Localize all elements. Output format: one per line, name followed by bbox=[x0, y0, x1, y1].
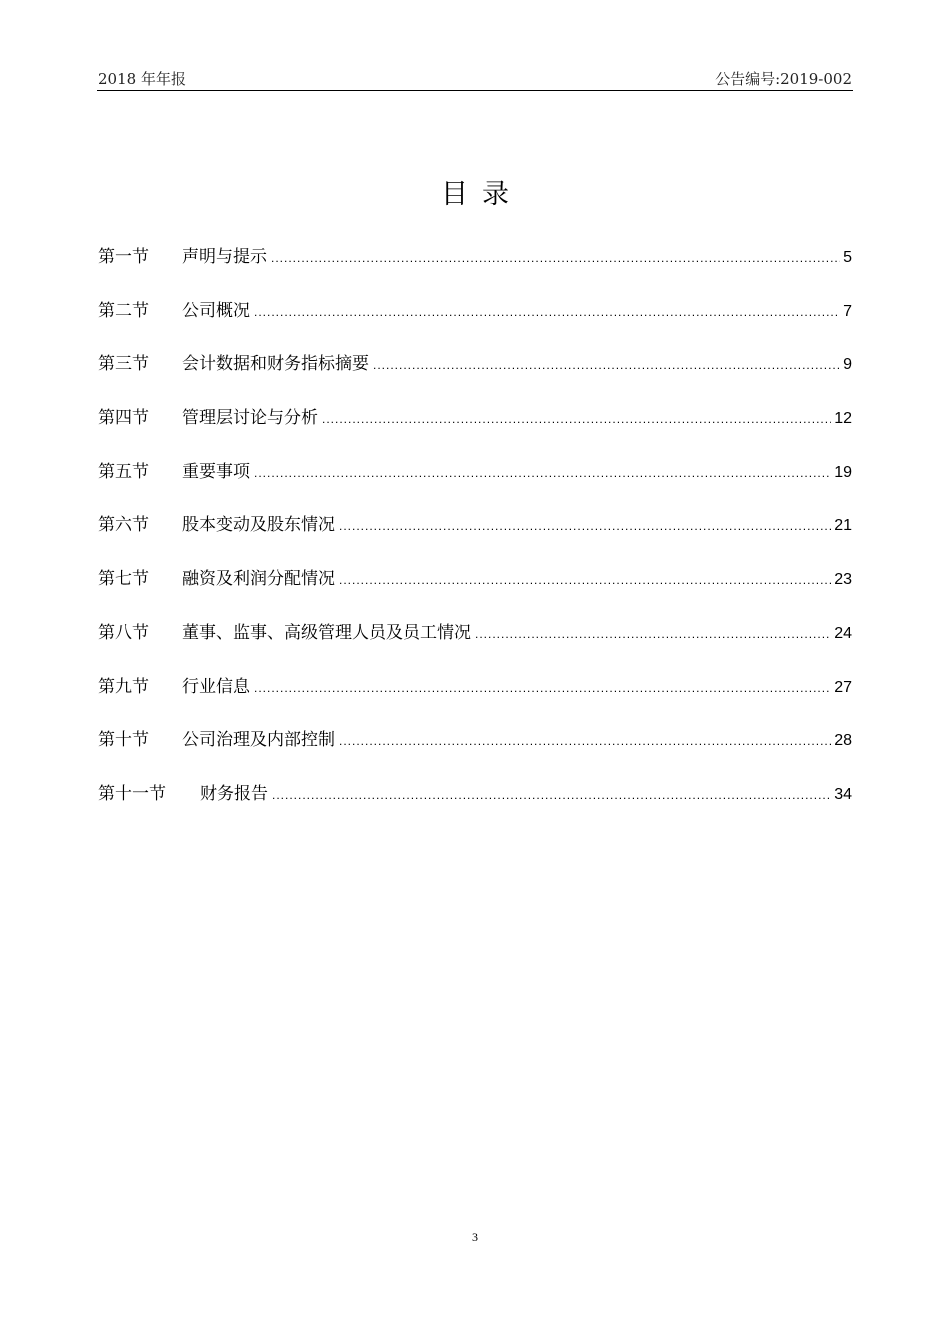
toc-dot-leader bbox=[254, 681, 831, 695]
toc-entry-11[interactable] bbox=[98, 779, 852, 833]
toc-entry-page: 24 bbox=[834, 624, 852, 642]
toc-entry-7[interactable] bbox=[98, 564, 852, 618]
toc-entry-title: 重要事项 bbox=[182, 461, 250, 482]
toc-dot-leader bbox=[254, 305, 840, 319]
toc-title: 目录 bbox=[441, 179, 523, 210]
toc-entry-3[interactable] bbox=[98, 349, 852, 403]
toc-entry-page: 34 bbox=[834, 785, 852, 803]
toc-entry-number: 第九节 bbox=[98, 676, 149, 697]
toc-entry-title: 管理层讨论与分析 bbox=[182, 408, 318, 429]
toc-entry-8[interactable] bbox=[98, 618, 852, 672]
toc-entry-10[interactable] bbox=[98, 725, 852, 779]
toc-entry-page: 27 bbox=[834, 678, 852, 696]
page-header bbox=[97, 66, 853, 91]
toc-entry-page: 28 bbox=[834, 732, 852, 750]
toc-entry-number: 第二节 bbox=[98, 300, 149, 321]
header-report-year: 2018 年年报 bbox=[98, 70, 186, 88]
toc-entry-title: 财务报告 bbox=[200, 783, 268, 804]
toc-entry-number: 第十一节 bbox=[98, 783, 166, 804]
toc-dot-leader bbox=[339, 573, 831, 587]
toc-entry-number: 第四节 bbox=[98, 408, 149, 429]
toc-entry-6[interactable] bbox=[98, 510, 852, 564]
toc-dot-leader bbox=[339, 519, 831, 533]
toc-entry-title: 行业信息 bbox=[182, 676, 250, 697]
toc-dot-leader bbox=[254, 466, 831, 480]
toc-entry-title: 公司治理及内部控制 bbox=[182, 730, 335, 751]
toc-entry-1[interactable] bbox=[98, 242, 852, 296]
toc-dot-leader bbox=[475, 627, 831, 641]
toc-dot-leader bbox=[373, 358, 840, 372]
toc-entry-2[interactable] bbox=[98, 296, 852, 350]
toc-entry-page: 19 bbox=[834, 463, 852, 481]
toc-entry-title: 融资及利润分配情况 bbox=[182, 569, 335, 590]
toc-dot-leader bbox=[272, 788, 831, 802]
toc-entry-page: 12 bbox=[834, 410, 852, 428]
toc-entry-title: 声明与提示 bbox=[182, 247, 267, 267]
toc-entry-title: 公司概况 bbox=[182, 300, 250, 321]
toc-entry-number: 第五节 bbox=[98, 461, 149, 482]
header-announcement-number: 公告编号:2019-002 bbox=[715, 70, 852, 88]
toc-dot-leader bbox=[271, 251, 840, 265]
toc-entry-page: 23 bbox=[834, 571, 852, 589]
toc-dot-leader bbox=[322, 412, 831, 426]
toc-entry-page: 21 bbox=[834, 517, 852, 535]
toc-entry-number: 第十节 bbox=[98, 730, 149, 751]
toc-entry-number: 第一节 bbox=[98, 247, 149, 267]
toc-list bbox=[98, 242, 852, 833]
page-number: 3 bbox=[472, 1230, 478, 1244]
toc-entry-9[interactable] bbox=[98, 672, 852, 726]
toc-entry-page: 5 bbox=[843, 249, 852, 266]
toc-entry-title: 会计数据和财务指标摘要 bbox=[182, 354, 369, 375]
toc-entry-title: 股本变动及股东情况 bbox=[182, 515, 335, 536]
toc-entry-number: 第六节 bbox=[98, 515, 149, 536]
toc-entry-5[interactable] bbox=[98, 457, 852, 511]
toc-dot-leader bbox=[339, 734, 831, 748]
toc-entry-page: 9 bbox=[843, 356, 852, 374]
toc-entry-number: 第七节 bbox=[98, 569, 149, 590]
toc-entry-page: 7 bbox=[843, 302, 852, 320]
toc-entry-number: 第八节 bbox=[98, 622, 149, 643]
toc-entry-title: 董事、监事、高级管理人员及员工情况 bbox=[182, 622, 471, 643]
toc-entry-number: 第三节 bbox=[98, 354, 149, 375]
toc-entry-4[interactable] bbox=[98, 403, 852, 457]
